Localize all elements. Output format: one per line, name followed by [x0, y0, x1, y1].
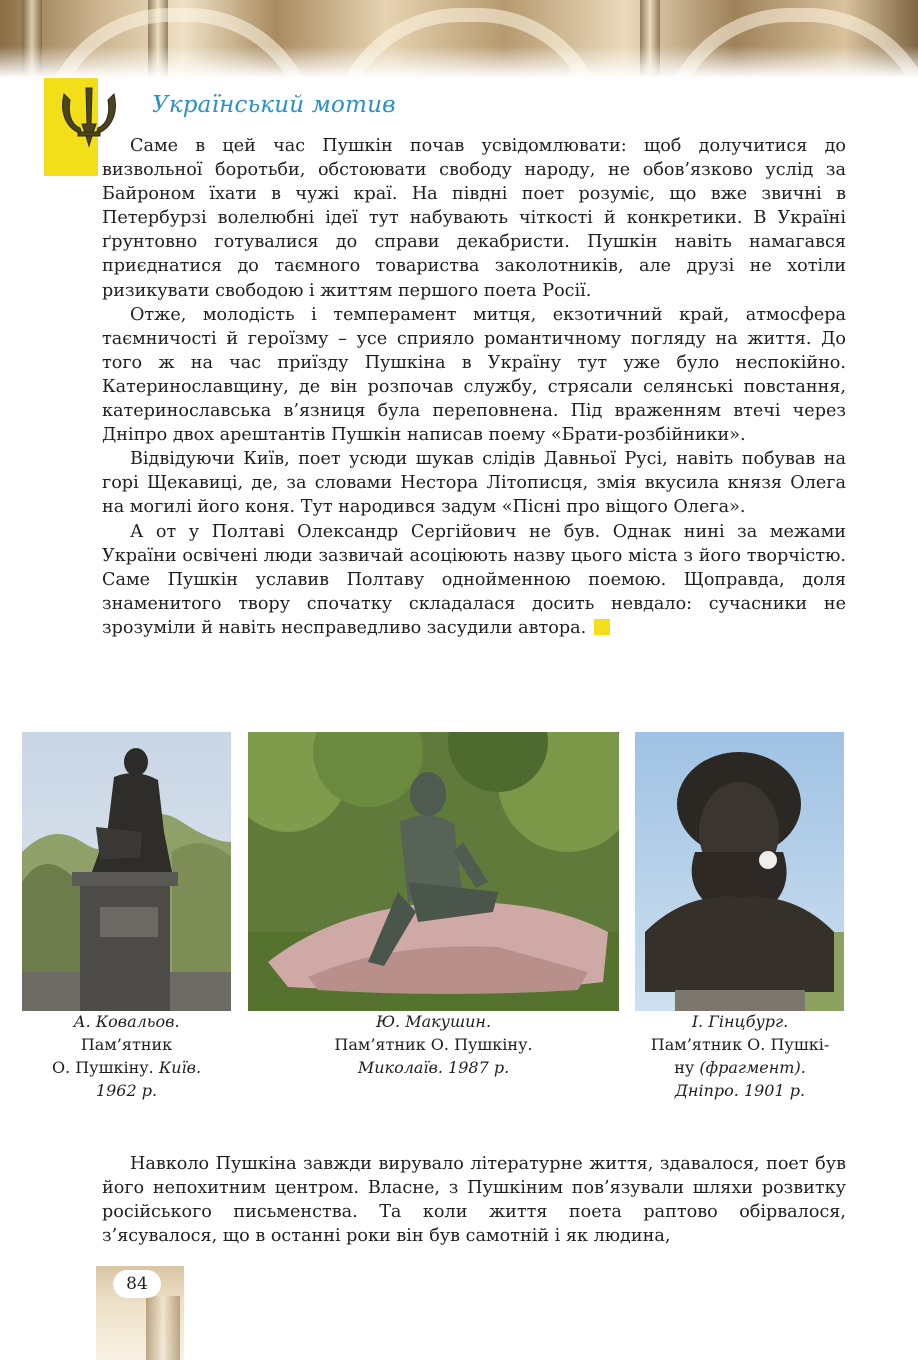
- end-of-section-marker: [594, 619, 610, 635]
- caption-line: Дніпро. 1901 р.: [674, 1081, 806, 1100]
- main-text-top: [102, 134, 846, 640]
- caption-author: А. Ковальов.: [73, 1012, 180, 1031]
- caption-line: ну (фрагмент).: [674, 1058, 806, 1077]
- photo-monument-dnipro: [635, 732, 844, 1011]
- section-title: Український мотив: [152, 92, 396, 118]
- caption-line: Пам’ятник: [80, 1035, 173, 1054]
- paragraph: Саме в цей час Пушкін почав усвідомлювати: щоб долучитися до визвольної боротьби, обстоювати свободу народу, не обов’язково услід за Байроном їхати в чужі краї. На півдні поет розуміє, що вже звичні в Петербурзі волелюбні ідеї тут набувають чіткості й конкретики. В Україні ґрунтовно готувалися до справи декабристи. Пушкін навіть намагався приєднатися до таємного товариства заколотників, але друзі не хотіли ризикувати свободою і життям першого поета Росії.: [102, 136, 846, 301]
- main-text-bottom: [102, 1152, 846, 1248]
- caption-author: І. Гінцбург.: [691, 1012, 789, 1031]
- paragraph: Відвідуючи Київ, поет усюди шукав слідів Давньої Русі, навіть побував на горі Щекавиці, де, за словами Нестора Літописця, змія вкусила князя Олега на могилі його коня. Тут народився задум «Пісні про віщого Олега».: [102, 449, 846, 518]
- page-number: 84: [113, 1270, 161, 1298]
- caption-line: 1962 р.: [95, 1081, 158, 1100]
- caption-line: Пам’ятник О. Пушкіну.: [334, 1035, 533, 1054]
- caption-line: Миколаїв. 1987 р.: [357, 1058, 510, 1077]
- paragraph: Навколо Пушкіна завжди вирувало літературне життя, здавалося, поет був його непохитним центром. Власне, з Пушкіним пов’язували шляхи розвитку російського письменства. Та коли життя поета раптово обірвалося, з’ясувалося, що в останні роки він був самотній і як людина,: [102, 1154, 846, 1247]
- caption-mykolaiv: [248, 1010, 619, 1079]
- paragraph: Отже, молодість і темперамент митця, екзотичний край, атмосфера таємничості й героїзму – усе сприяло романтичному погляду на життя. До того ж на час приїзду Пушкіна в Україну тут уже було неспокійно. Катеринославщину, де він розпочав службу, стрясали селянські повстання, катеринославська в’язниця була переповнена. Під враженням втечі через Дніпро двох арештантів Пушкін написав поему «Брати-розбійники».: [102, 304, 846, 446]
- photo-monument-kyiv: [22, 732, 231, 1011]
- paragraph-last: [102, 520, 846, 640]
- caption-dnipro: [632, 1010, 848, 1102]
- paragraph-text: А от у Полтаві Олександр Сергійович не був. Однак нині за межами України освічені люди зазвичай асоціюють назву цього міста з його творчістю. Саме Пушкін уславив Полтаву однойменною поемою. Щоправда, доля знаменитого твору спочатку складалася досить невдало: сучасники не зрозуміли й навіть несправедливо засудили автора.: [102, 521, 846, 638]
- photo-monument-mykolaiv: [248, 732, 619, 1011]
- caption-author: Ю. Макушин.: [375, 1012, 492, 1031]
- header-decoration: [0, 0, 918, 78]
- caption-kyiv: [22, 1010, 231, 1102]
- caption-line: Пам’ятник О. Пушкі-: [650, 1035, 830, 1054]
- caption-line: О. Пушкіну. Київ.: [51, 1058, 202, 1077]
